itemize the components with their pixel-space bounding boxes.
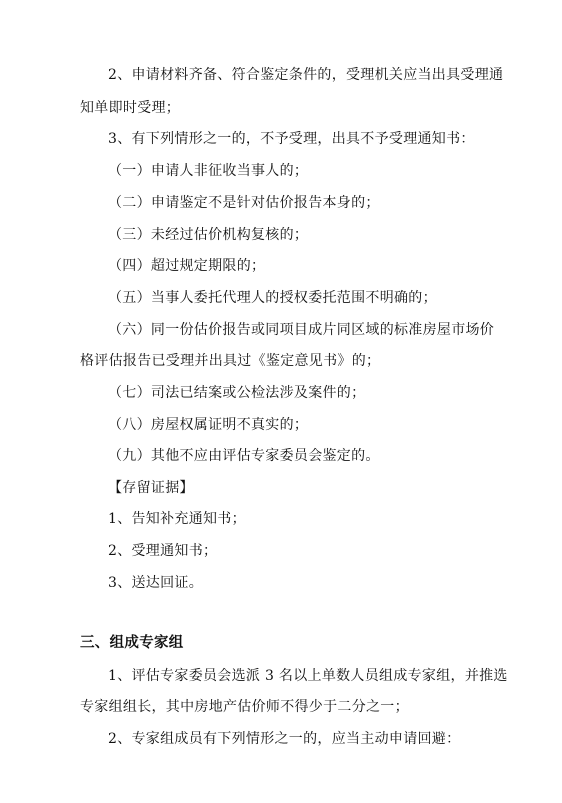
- list-item-1: （一）申请人非征收当事人的；: [108, 163, 309, 179]
- paragraph-expert-group: 1、评估专家委员会选派 3 名以上单数人员组成专家组，并推选: [108, 668, 508, 684]
- evidence-heading: 【存留证据】: [108, 480, 194, 496]
- list-item-3: （三）未经过估价机构复核的；: [108, 227, 309, 243]
- evidence-item-3: 3、送达回证。: [108, 575, 204, 591]
- list-item-5: （五）当事人委托代理人的授权委托范围不明确的；: [108, 290, 437, 306]
- section-heading: 三、组成专家组: [80, 635, 184, 651]
- paragraph-rejection-intro: 3、有下列情形之一的，不予受理，出具不予受理通知书：: [108, 131, 475, 147]
- evidence-item-1: 1、告知补充通知书；: [108, 511, 246, 527]
- evidence-item-2: 2、受理通知书；: [108, 543, 218, 559]
- list-item-9: （九）其他不应由评估专家委员会鉴定的。: [108, 448, 380, 464]
- paragraph-acceptance-conditions: 2、申请材料齐备、符合鉴定条件的，受理机关应当出具受理通: [108, 67, 504, 83]
- list-item-4: （四）超过规定期限的；: [108, 258, 266, 274]
- list-item-6: （六）同一份估价报告或同项目成片同区域的标准房屋市场价: [108, 322, 495, 338]
- list-item-6-cont: 格评估报告已受理并出具过《鉴定意见书》的；: [80, 353, 381, 369]
- paragraph-expert-group-cont: 专家组组长，其中房地产估价师不得少于二分之一；: [80, 699, 409, 715]
- list-item-7: （七）司法已结案或公检法涉及案件的；: [108, 385, 366, 401]
- paragraph-recusal: 2、专家组成员有下列情形之一的，应当主动申请回避：: [108, 731, 461, 747]
- paragraph-acceptance-conditions-cont: 知单即时受理；: [80, 100, 181, 116]
- list-item-2: （二）申请鉴定不是针对估价报告本身的；: [108, 195, 380, 211]
- list-item-8: （八）房屋权属证明不真实的；: [108, 417, 309, 433]
